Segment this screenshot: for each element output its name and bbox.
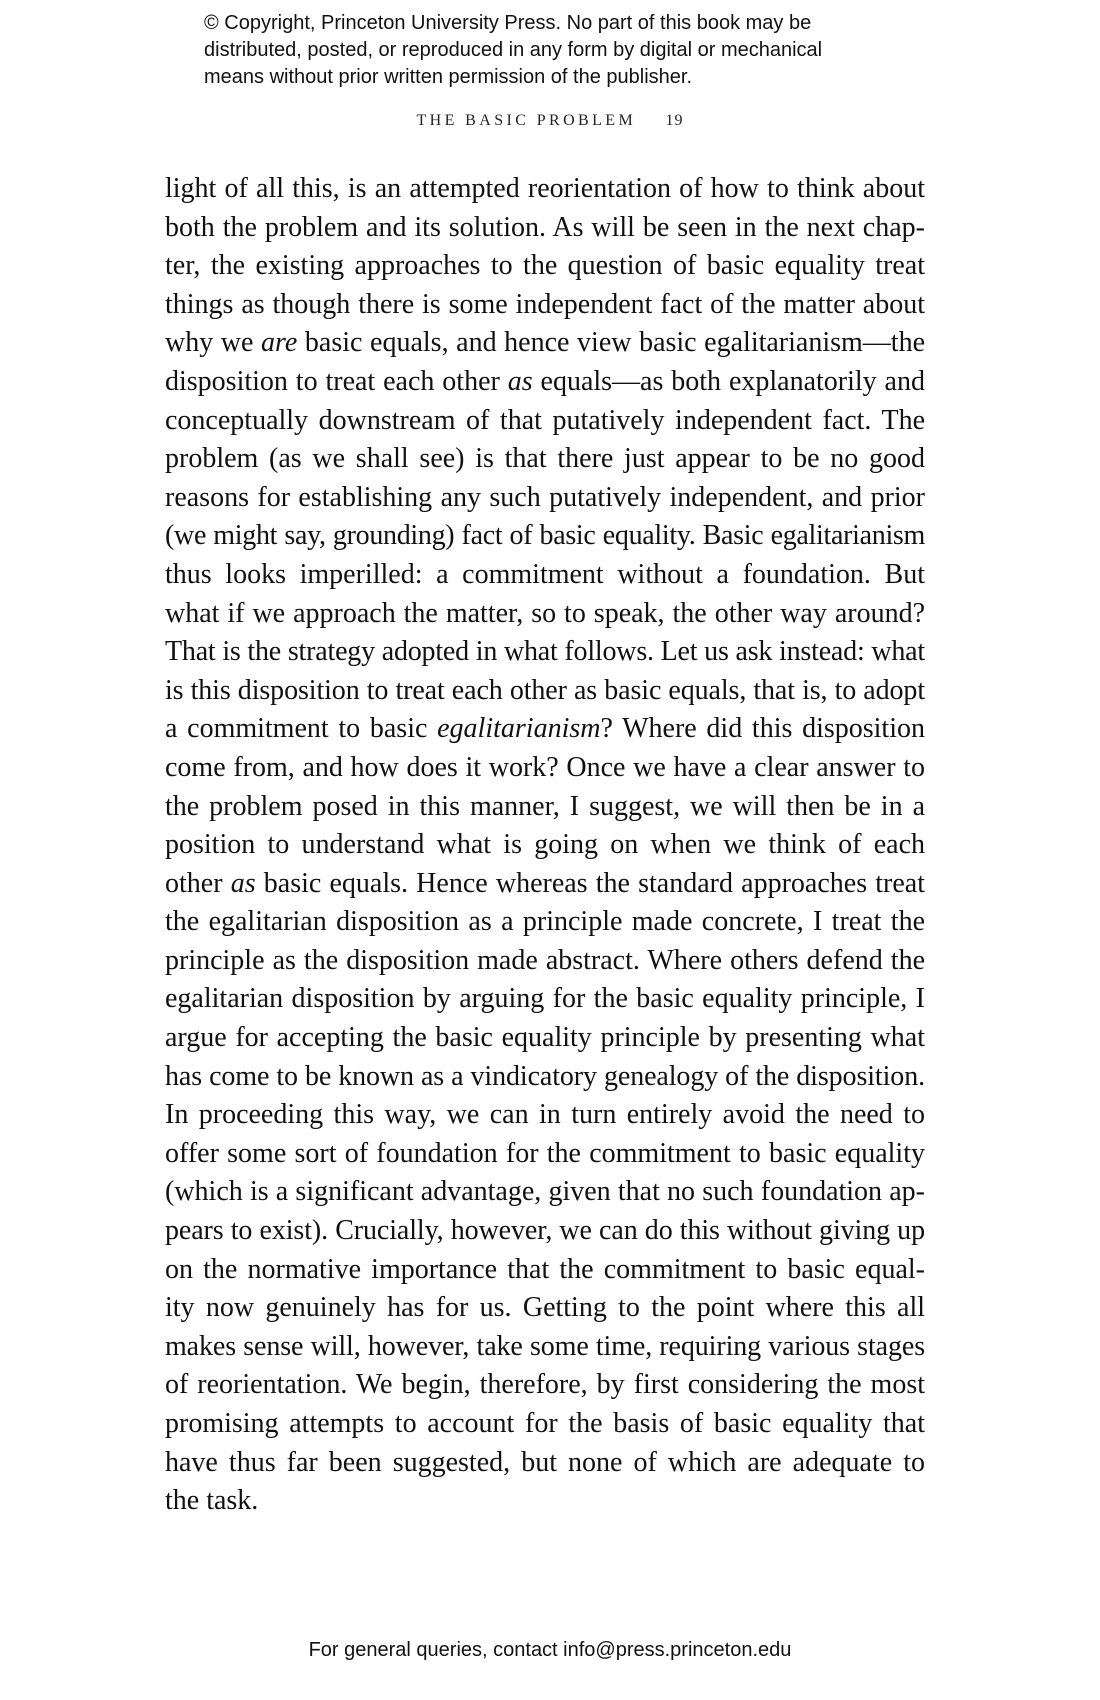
italic-text: as (230, 867, 256, 899)
text-line (165, 324, 925, 363)
italic-text: egalitarianism (437, 713, 601, 745)
text-span: a commitment to basic (165, 713, 438, 745)
text-line (165, 1482, 925, 1521)
text-line (165, 1058, 925, 1097)
text-line (165, 749, 925, 788)
text-span: have thus far been suggested, but none of which are adequate to (165, 1446, 925, 1478)
copyright-line: distributed, posted, or reproduced in any form by digital or mechanical (204, 39, 823, 61)
text-line (165, 865, 925, 904)
text-span: things as though there is some independent fact of the matter about (165, 288, 925, 320)
text-line (165, 710, 925, 749)
text-line (165, 170, 925, 209)
text-span: reasons for establishing any such putatively independent, and prior (165, 481, 925, 513)
text-span: other (165, 867, 231, 899)
text-line (165, 1251, 925, 1290)
text-line (165, 1366, 925, 1405)
text-span: ity now genuinely has for us. Getting to the point where this all (165, 1292, 925, 1324)
text-line (165, 1212, 925, 1251)
text-span: promising attempts to account for the basis of basic equality that (165, 1408, 925, 1439)
text-line (165, 363, 925, 402)
copyright-line: means without prior written permission of the publisher. (204, 66, 693, 88)
text-line (165, 556, 925, 595)
text-line (165, 286, 925, 325)
text-line (165, 980, 925, 1019)
text-span: ? Where did this disposition (600, 713, 925, 745)
text-line (165, 826, 925, 865)
text-span: both the problem and its solution. As will be seen in the next chap- (165, 211, 925, 243)
text-line (165, 1405, 925, 1444)
text-span: pears to exist). Crucially, however, we can do this without giving up (165, 1215, 925, 1247)
text-line (165, 903, 925, 942)
text-line (165, 1289, 925, 1328)
text-span: of reorientation. We begin, therefore, by first considering the most (165, 1369, 925, 1401)
text-line (165, 1135, 925, 1174)
text-span: thus looks imperilled: a commitment without a foundation. But (165, 558, 925, 590)
copyright-line: © Copyright, Princeton University Press. No part of this book may be (204, 12, 812, 34)
text-line (165, 1096, 925, 1135)
text-line (165, 1328, 925, 1367)
text-span: makes sense will, however, take some time, requiring various stages (165, 1330, 925, 1362)
text-line (165, 1444, 925, 1483)
text-span: conceptually downstream of that putatively independent fact. The (165, 404, 925, 436)
text-span: offer some sort of foundation for the commitment to basic equality (165, 1137, 925, 1169)
text-line (165, 402, 925, 441)
footer-contact: For general queries, contact info@press.princeton.edu (308, 1639, 792, 1661)
text-span: In proceeding this way, we can in turn entirely avoid the need to (165, 1099, 925, 1131)
text-span: problem (as we shall see) is that there just appear to be no good (165, 443, 925, 475)
body-text (165, 170, 925, 1521)
text-line (165, 672, 925, 711)
text-line (165, 595, 925, 634)
text-line (165, 209, 925, 248)
text-span: the egalitarian disposition as a principle made concrete, I treat the (165, 906, 925, 938)
text-line (165, 1019, 925, 1058)
text-line (165, 942, 925, 981)
text-span: equals—as both explanatorily and (532, 365, 925, 397)
text-span: argue for accepting the basic equality principle by presenting what (165, 1022, 925, 1054)
text-line (165, 633, 925, 672)
running-head (0, 112, 1100, 130)
running-title: THE BASIC PROBLEM (416, 112, 637, 129)
text-span: ter, the existing approaches to the question of basic equality treat (165, 250, 925, 282)
text-line (165, 517, 925, 556)
text-span: light of all this, is an attempted reorientation of how to think about (165, 173, 925, 204)
text-line (165, 247, 925, 286)
page-number: 19 (665, 112, 684, 129)
text-span: basic equals. Hence whereas the standard approaches treat (255, 867, 925, 899)
text-span: is this disposition to treat each other as basic equals, that is, to adopt (165, 674, 925, 706)
text-span: That is the strategy adopted in what follows. Let us ask instead: what (165, 636, 925, 668)
text-span: come from, and how does it work? Once we have a clear answer to (165, 751, 925, 783)
text-span: has come to be known as a vindicatory genealogy of the disposition. (165, 1060, 925, 1092)
text-span: disposition to treat each other (165, 365, 508, 397)
text-span: what if we approach the matter, so to speak, the other way around? (165, 597, 925, 629)
text-span: egalitarian disposition by arguing for the basic equality principle, I (165, 983, 925, 1015)
copyright-notice (204, 10, 964, 91)
italic-text: are (261, 327, 298, 359)
text-line (165, 440, 925, 479)
text-span: principle as the disposition made abstract. Where others defend the (165, 944, 925, 976)
text-line (165, 1173, 925, 1212)
text-span: (which is a significant advantage, given that no such foundation ap- (165, 1176, 925, 1208)
text-line (165, 788, 925, 827)
text-span: basic equals, and hence view basic egalitarianism—the (297, 327, 925, 359)
italic-text: as (507, 365, 533, 397)
text-span: (we might say, grounding) fact of basic equality. Basic egalitarianism (165, 520, 925, 552)
text-span: the task. (165, 1485, 259, 1517)
text-span: the problem posed in this manner, I suggest, we will then be in a (165, 790, 925, 822)
text-span: position to understand what is going on when we think of each (165, 829, 925, 861)
text-span: on the normative importance that the commitment to basic equal- (165, 1253, 925, 1285)
text-span: why we (165, 327, 262, 359)
text-line (165, 479, 925, 518)
